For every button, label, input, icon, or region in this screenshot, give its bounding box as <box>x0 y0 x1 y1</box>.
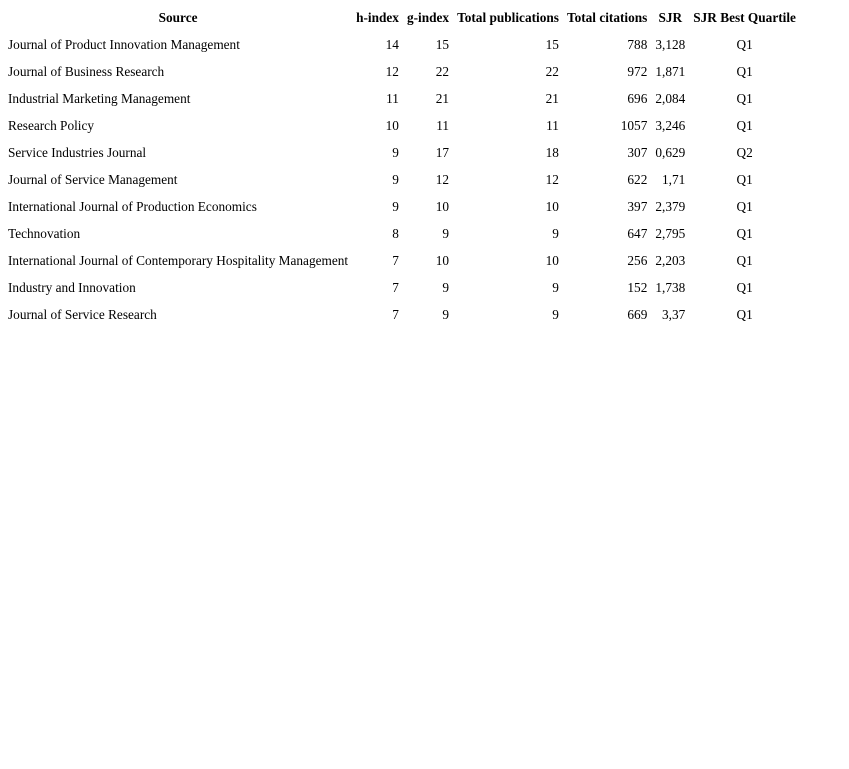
table-row <box>6 58 798 85</box>
header-total-citations: Total citations <box>566 9 648 25</box>
source-cell: Research Policy <box>8 117 95 133</box>
g-index-cell: 21 <box>435 90 450 106</box>
quartile-cell: Q1 <box>736 63 753 79</box>
total-publications-cell: 9 <box>552 279 559 295</box>
sjr-cell: 2,379 <box>655 198 686 214</box>
total-citations-cell: 307 <box>627 144 648 160</box>
g-index-cell: 15 <box>435 36 450 52</box>
sjr-cell: 3,246 <box>655 117 686 133</box>
total-citations-cell: 256 <box>627 252 648 268</box>
source-cell: Industry and Innovation <box>8 279 136 295</box>
source-cell: Journal of Service Research <box>8 306 157 322</box>
header-g-index: g-index <box>406 9 450 25</box>
quartile-cell: Q1 <box>736 171 753 187</box>
source-cell: Journal of Business Research <box>8 63 165 79</box>
total-citations-cell: 152 <box>627 279 648 295</box>
quartile-cell: Q1 <box>736 36 753 52</box>
h-index-cell: 10 <box>385 117 399 133</box>
total-citations-cell: 622 <box>627 171 648 187</box>
h-index-cell: 9 <box>392 198 399 214</box>
total-citations-cell: 788 <box>627 36 648 52</box>
total-citations-cell: 972 <box>627 63 648 79</box>
quartile-cell: Q1 <box>736 225 753 241</box>
sjr-cell: 3,37 <box>661 306 686 322</box>
quartile-cell: Q1 <box>736 279 753 295</box>
total-publications-cell: 11 <box>546 117 559 133</box>
header-sjr-best-quartile: SJR Best Quartile <box>693 9 796 25</box>
table-row <box>6 247 798 274</box>
quartile-cell: Q1 <box>736 90 753 106</box>
total-publications-cell: 22 <box>545 63 559 79</box>
g-index-cell: 17 <box>435 144 450 160</box>
h-index-cell: 8 <box>392 225 399 241</box>
h-index-cell: 12 <box>385 63 399 79</box>
header-source: Source <box>158 9 198 25</box>
h-index-cell: 7 <box>392 252 399 268</box>
g-index-cell: 9 <box>442 306 450 322</box>
g-index-cell: 22 <box>435 63 450 79</box>
total-citations-cell: 1057 <box>620 117 648 133</box>
sjr-cell: 1,738 <box>655 279 686 295</box>
h-index-cell: 7 <box>392 279 399 295</box>
h-index-cell: 9 <box>392 144 399 160</box>
g-index-cell: 11 <box>436 117 450 133</box>
table-row <box>6 139 798 166</box>
total-publications-cell: 18 <box>545 144 559 160</box>
total-publications-cell: 9 <box>552 225 559 241</box>
journals-table <box>2 4 802 328</box>
sjr-cell: 1,871 <box>655 63 686 79</box>
total-publications-cell: 10 <box>545 252 559 268</box>
h-index-cell: 9 <box>392 171 399 187</box>
h-index-cell: 14 <box>385 36 399 52</box>
h-index-cell: 11 <box>386 90 399 106</box>
total-publications-cell: 12 <box>545 171 559 187</box>
source-cell: Technovation <box>8 225 81 241</box>
quartile-cell: Q1 <box>736 306 753 322</box>
quartile-cell: Q1 <box>736 198 753 214</box>
table-body <box>6 31 798 328</box>
quartile-cell: Q1 <box>736 252 753 268</box>
source-cell: Service Industries Journal <box>8 144 147 160</box>
table-row <box>6 193 798 220</box>
quartile-cell: Q2 <box>736 144 753 160</box>
source-cell: International Journal of Contemporary Hospitality Management <box>8 252 349 268</box>
g-index-cell: 10 <box>435 252 450 268</box>
source-cell: Journal of Product Innovation Management <box>8 36 240 52</box>
sjr-cell: 1,71 <box>661 171 686 187</box>
source-cell: International Journal of Production Economics <box>8 198 257 214</box>
g-index-cell: 10 <box>435 198 450 214</box>
header-total-publications: Total publications <box>457 9 559 25</box>
total-citations-cell: 647 <box>627 225 648 241</box>
header-sjr: SJR <box>658 9 683 25</box>
total-citations-cell: 696 <box>627 90 648 106</box>
table-row <box>6 166 798 193</box>
sjr-cell: 2,795 <box>655 225 686 241</box>
table-row <box>6 274 798 301</box>
total-publications-cell: 9 <box>552 306 559 322</box>
g-index-cell: 12 <box>435 171 450 187</box>
total-publications-cell: 21 <box>545 90 559 106</box>
source-cell: Industrial Marketing Management <box>8 90 191 106</box>
header-row <box>6 4 798 31</box>
header-h-index: h-index <box>356 9 399 25</box>
g-index-cell: 9 <box>442 225 450 241</box>
table-row <box>6 85 798 112</box>
table-row <box>6 301 798 328</box>
h-index-cell: 7 <box>392 306 399 322</box>
total-citations-cell: 397 <box>627 198 648 214</box>
table-row <box>6 220 798 247</box>
sjr-cell: 2,084 <box>655 90 686 106</box>
source-cell: Journal of Service Management <box>8 171 178 187</box>
sjr-cell: 0,629 <box>655 144 686 160</box>
sjr-cell: 3,128 <box>655 36 686 52</box>
total-citations-cell: 669 <box>627 306 648 322</box>
quartile-cell: Q1 <box>736 117 753 133</box>
total-publications-cell: 15 <box>545 36 559 52</box>
table-row <box>6 31 798 58</box>
sjr-cell: 2,203 <box>655 252 686 268</box>
table-row <box>6 112 798 139</box>
total-publications-cell: 10 <box>545 198 559 214</box>
g-index-cell: 9 <box>442 279 450 295</box>
